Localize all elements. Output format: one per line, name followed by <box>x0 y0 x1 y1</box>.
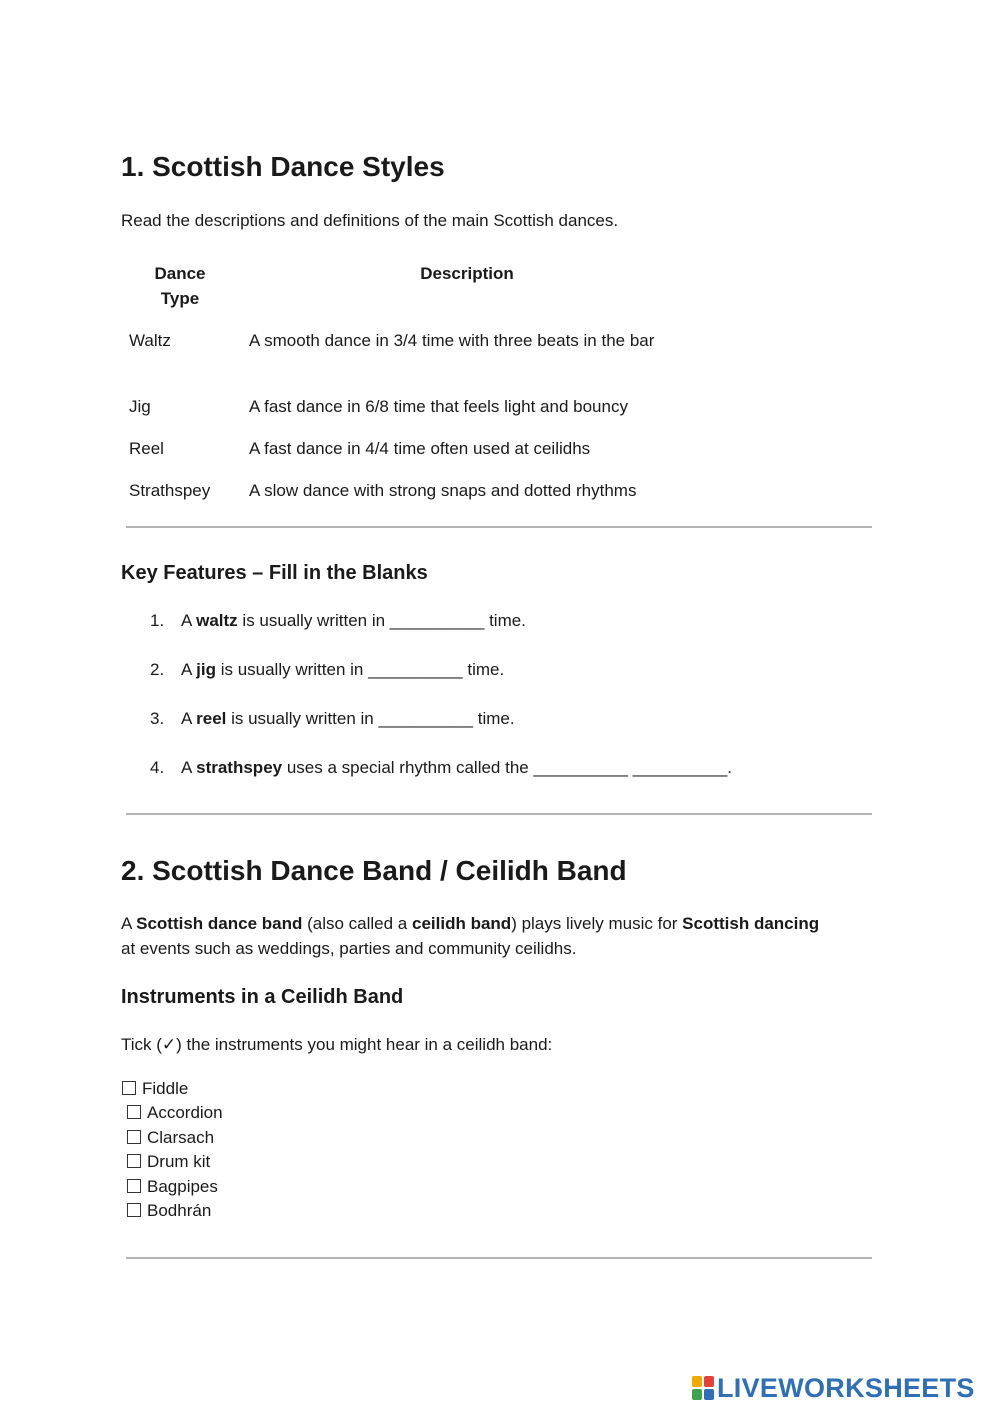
section2-title: 2. Scottish Dance Band / Ceilidh Band <box>121 855 627 886</box>
item-keyword: jig <box>196 660 216 679</box>
section2-paragraph: A Scottish dance band (also called a ceilidh band) plays lively music for Scottish dancing at events such as weddings, parties and community ceilidhs. <box>121 914 820 958</box>
table-cell-type: Waltz <box>129 331 171 350</box>
checkbox[interactable] <box>127 1179 141 1193</box>
section1-intro: Read the descriptions and definitions of the main Scottish dances. <box>121 211 619 230</box>
item-post: uses a special rhythm called the __________ __________. <box>282 758 732 777</box>
table-cell-type: Strathspey <box>129 481 211 500</box>
checkbox[interactable] <box>127 1203 141 1217</box>
fill-blank-item <box>150 608 526 633</box>
checkbox[interactable] <box>127 1130 141 1144</box>
checkbox[interactable] <box>127 1154 141 1168</box>
checkbox-label: Bodhrán <box>147 1201 212 1220</box>
fill-blank-item <box>150 755 732 780</box>
fill-blank-item <box>150 706 515 731</box>
checkbox-label: Fiddle <box>142 1079 189 1098</box>
item-pre: A <box>181 758 197 777</box>
instruments-prompt: Tick (✓) the instruments you might hear in a ceilidh band: <box>121 1035 553 1054</box>
checkbox-item[interactable] <box>122 1077 188 1101</box>
table-cell-desc: A slow dance with strong snaps and dotted rhythms <box>249 481 637 500</box>
divider <box>126 813 872 815</box>
checkbox-label: Clarsach <box>147 1128 215 1147</box>
item-post: is usually written in __________ time. <box>237 611 526 630</box>
section1-title: 1. Scottish Dance Styles <box>121 151 445 182</box>
checkbox-item[interactable] <box>127 1150 210 1174</box>
liveworksheets-logo <box>692 1373 975 1403</box>
checkbox-label: Drum kit <box>147 1152 211 1171</box>
checkbox-item[interactable] <box>127 1126 214 1150</box>
table-cell-desc: A smooth dance in 3/4 time with three beats in the bar <box>249 331 655 350</box>
item-keyword: waltz <box>196 611 238 630</box>
table-cell-type: Jig <box>129 397 151 416</box>
item-pre: A <box>181 611 197 630</box>
item-keyword: reel <box>196 709 227 728</box>
table-header-dance-type: Dance Type <box>154 264 206 308</box>
checkbox-item[interactable] <box>127 1175 218 1199</box>
table-cell-type: Reel <box>129 439 164 458</box>
item-number: 4. <box>150 758 165 777</box>
checkbox-label: Bagpipes <box>147 1177 218 1196</box>
checkbox-label: Accordion <box>147 1103 223 1122</box>
item-keyword: strathspey <box>196 758 283 777</box>
key-features-title: Key Features – Fill in the Blanks <box>121 562 428 584</box>
item-number: 1. <box>150 611 165 630</box>
item-pre: A <box>181 709 197 728</box>
item-post: is usually written in __________ time. <box>226 709 515 728</box>
checkbox[interactable] <box>127 1105 141 1119</box>
divider <box>126 526 872 528</box>
logo-icon <box>692 1376 714 1400</box>
instruments-title: Instruments in a Ceilidh Band <box>121 986 404 1008</box>
table-cell-desc: A fast dance in 4/4 time often used at ceilidhs <box>249 439 591 458</box>
item-pre: A <box>181 660 197 679</box>
checkbox[interactable] <box>122 1081 136 1095</box>
checkbox-item[interactable] <box>127 1101 223 1125</box>
item-number: 2. <box>150 660 165 679</box>
item-number: 3. <box>150 709 165 728</box>
table-cell-desc: A fast dance in 6/8 time that feels light and bouncy <box>249 397 628 416</box>
divider <box>126 1257 872 1259</box>
fill-blank-item <box>150 657 504 682</box>
item-post: is usually written in __________ time. <box>215 660 505 679</box>
checkbox-item[interactable] <box>127 1199 211 1223</box>
table-header-description: Description <box>420 264 514 283</box>
logo-text: LIVEWORKSHEETS <box>717 1372 975 1403</box>
